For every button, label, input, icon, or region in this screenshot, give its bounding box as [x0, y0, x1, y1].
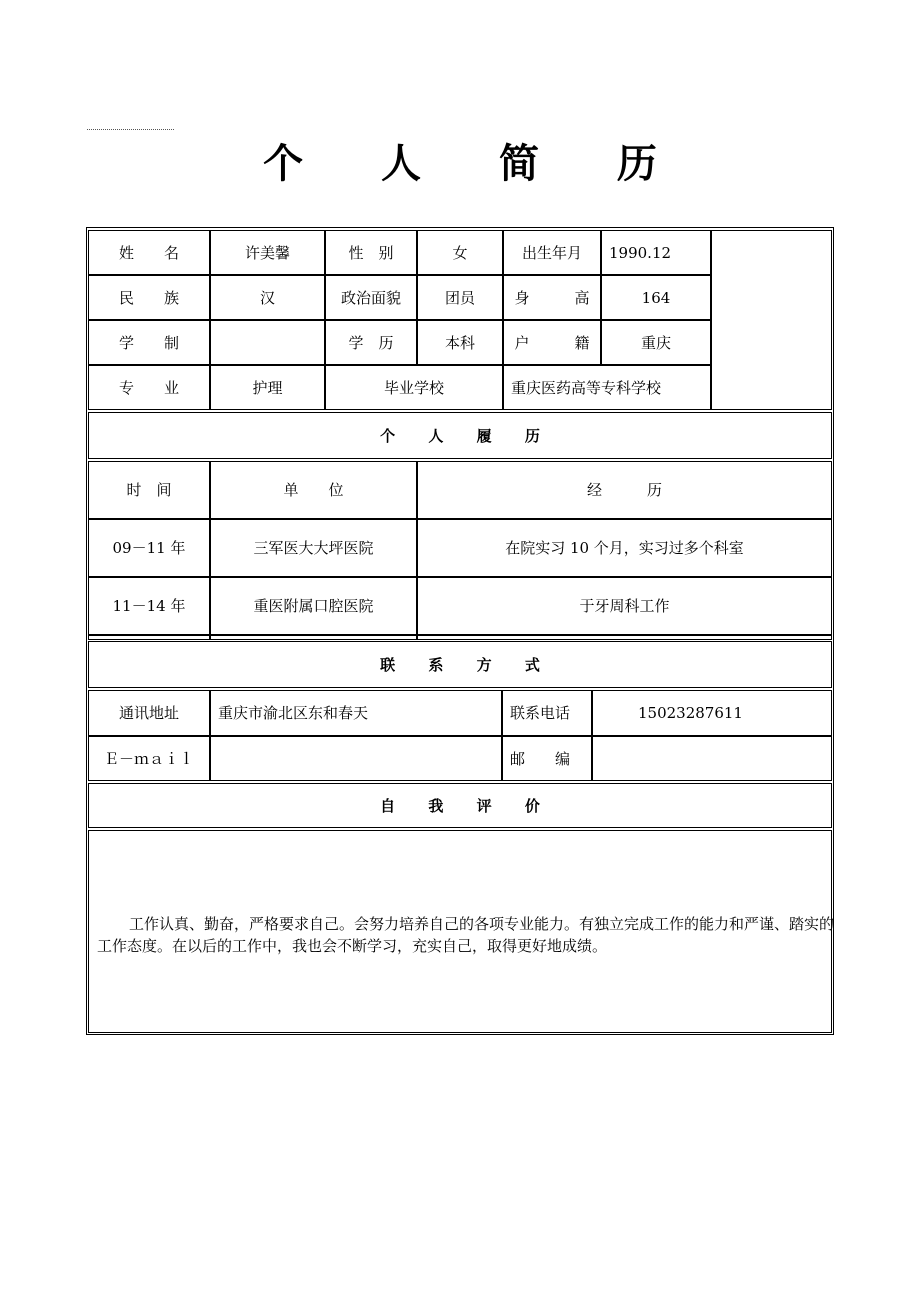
history-exp: 在院实习 10 个月，实习过多个科室 [417, 519, 832, 577]
political-label: 政治面貌 [325, 275, 417, 320]
height-label: 身 高 [503, 275, 601, 320]
history-col-unit: 单 位 [210, 461, 417, 519]
address-value: 重庆市渝北区东和春天 [210, 690, 502, 736]
major-label: 专 业 [88, 365, 210, 410]
history-exp: 于牙周科工作 [417, 577, 832, 635]
table-row [88, 519, 832, 577]
postcode-value [592, 736, 832, 782]
email-label: Ｅ－ｍａｉｌ [88, 736, 210, 782]
phone-value: 15023287611 [592, 690, 832, 736]
history-unit [210, 635, 417, 640]
schooling-value [210, 320, 325, 365]
photo-cell [711, 230, 832, 410]
history-unit: 三军医大大坪医院 [210, 519, 417, 577]
page-title: 个 人 简 历 [263, 140, 689, 187]
school-label: 毕业学校 [325, 365, 503, 410]
name-value: 许美馨 [210, 230, 325, 275]
history-col-time: 时 间 [88, 461, 210, 519]
gender-label: 性 别 [325, 230, 417, 275]
phone-label: 联系电话 [502, 690, 592, 736]
history-time [88, 635, 210, 640]
address-label: 通讯地址 [88, 690, 210, 736]
self-eval-section-header: 自 我 评 价 [88, 783, 832, 828]
ethnicity-value: 汉 [210, 275, 325, 320]
contact-table [88, 690, 832, 781]
major-value: 护理 [210, 365, 325, 410]
hukou-value: 重庆 [601, 320, 711, 365]
history-exp [417, 635, 832, 640]
self-eval-text: 工作认真、勤奋，严格要求自己。会努力培养自己的各项专业能力。有独立完成工作的能力和严谨、踏实的工作态度。在以后的工作中，我也会不断学习，充实自己，取得更好地成绩。 [97, 915, 835, 955]
history-time: 09－11 年 [88, 519, 210, 577]
table-row [88, 635, 832, 640]
ethnicity-label: 民 族 [88, 275, 210, 320]
contact-section-header: 联 系 方 式 [88, 641, 832, 688]
height-value: 164 [601, 275, 711, 320]
history-unit: 重医附属口腔医院 [210, 577, 417, 635]
gender-value: 女 [417, 230, 503, 275]
birth-value: 1990.12 [601, 230, 711, 275]
header-rule [87, 129, 174, 130]
history-section-header: 个 人 履 历 [88, 412, 832, 459]
name-label: 姓 名 [88, 230, 210, 275]
self-eval-box [88, 830, 835, 1033]
schooling-label: 学 制 [88, 320, 210, 365]
email-value [210, 736, 502, 782]
history-col-exp: 经 历 [417, 461, 832, 519]
history-time: 11－14 年 [88, 577, 210, 635]
education-value: 本科 [417, 320, 503, 365]
birth-label: 出生年月 [503, 230, 601, 275]
basic-info-table [88, 230, 832, 410]
table-row [88, 577, 832, 635]
school-value: 重庆医药高等专科学校 [503, 365, 711, 410]
postcode-label: 邮 编 [502, 736, 592, 782]
history-table [88, 461, 832, 640]
hukou-label: 户 籍 [503, 320, 601, 365]
political-value: 团员 [417, 275, 503, 320]
education-label: 学 历 [325, 320, 417, 365]
